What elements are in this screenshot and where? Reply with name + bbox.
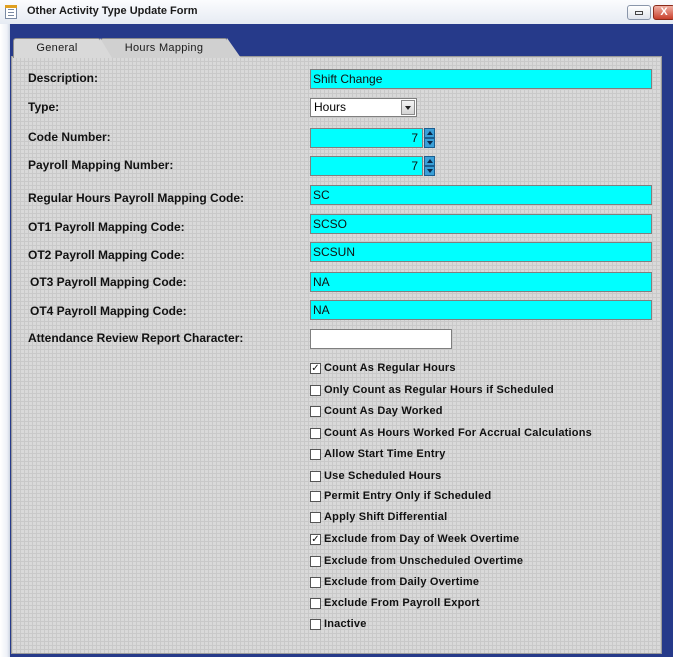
checkbox-box[interactable]: [310, 619, 321, 630]
arrow-down-icon[interactable]: [424, 138, 435, 148]
checkbox-count-as-regular-hours[interactable]: [310, 362, 610, 376]
checkbox-label: Exclude from Daily Overtime: [324, 576, 480, 588]
checkbox-label: Exclude from Unscheduled Overtime: [324, 555, 524, 567]
code-number-input[interactable]: 7: [310, 128, 423, 148]
ot4-code-label: OT4 Payroll Mapping Code:: [30, 304, 187, 318]
code-number-stepper[interactable]: [424, 128, 435, 148]
description-label: Description:: [28, 71, 99, 85]
checkbox-exclude-payroll-export[interactable]: [310, 597, 610, 611]
type-select-value: Hours: [314, 100, 347, 114]
checkbox-box[interactable]: [310, 556, 321, 567]
checkbox-box[interactable]: [310, 577, 321, 588]
checkbox-count-as-day-worked[interactable]: [310, 405, 610, 419]
tab-general[interactable]: General: [13, 38, 101, 58]
type-label: Type:: [28, 100, 60, 114]
checkbox-permit-entry-if-scheduled[interactable]: [310, 490, 610, 504]
checkbox-box[interactable]: [310, 471, 321, 482]
checkbox-label: Inactive: [324, 618, 367, 630]
arrow-up-icon[interactable]: [424, 156, 435, 166]
checkbox-box[interactable]: [310, 512, 321, 523]
checkbox-label: Exclude from Day of Week Overtime: [324, 533, 520, 545]
tab-hours-mapping[interactable]: Hours Mapping: [100, 38, 228, 58]
checkbox-inactive[interactable]: [310, 618, 610, 632]
checkbox-label: Permit Entry Only if Scheduled: [324, 490, 492, 502]
checkbox-box[interactable]: [310, 428, 321, 439]
checkbox-label: Exclude From Payroll Export: [324, 597, 480, 609]
attendance-char-input[interactable]: [310, 329, 452, 349]
checkbox-label: Apply Shift Differential: [324, 511, 448, 523]
checkbox-label: Use Scheduled Hours: [324, 470, 442, 482]
ot1-code-input[interactable]: SCSO: [310, 214, 652, 234]
ot3-code-label: OT3 Payroll Mapping Code:: [30, 275, 187, 289]
type-select[interactable]: [310, 98, 417, 117]
checkbox-box[interactable]: [310, 449, 321, 460]
checkbox-label: Count As Hours Worked For Accrual Calculations: [324, 427, 592, 439]
close-icon: X: [660, 6, 668, 18]
checkbox-exclude-day-of-week-overtime[interactable]: [310, 533, 610, 547]
checkbox-use-scheduled-hours[interactable]: [310, 470, 610, 484]
ot2-code-input[interactable]: SCSUN: [310, 242, 652, 262]
ot4-code-input[interactable]: NA: [310, 300, 652, 320]
title-bar: [0, 0, 673, 25]
minimize-button[interactable]: [627, 5, 651, 20]
regular-hours-code-input[interactable]: SC: [310, 185, 652, 205]
checkbox-count-hours-accrual[interactable]: [310, 427, 610, 441]
description-input[interactable]: Shift Change: [310, 69, 652, 89]
checkbox-label: Only Count as Regular Hours if Scheduled: [324, 384, 554, 396]
payroll-mapping-number-label: Payroll Mapping Number:: [28, 158, 174, 172]
ot2-code-label: OT2 Payroll Mapping Code:: [28, 248, 185, 262]
checkbox-box[interactable]: [310, 491, 321, 502]
ot3-code-input[interactable]: NA: [310, 272, 652, 292]
checkbox-allow-start-time-entry[interactable]: [310, 448, 610, 462]
ot1-code-label: OT1 Payroll Mapping Code:: [28, 220, 185, 234]
payroll-mapping-number-stepper[interactable]: [424, 156, 435, 176]
form-icon: [5, 5, 17, 19]
payroll-mapping-number-input[interactable]: 7: [310, 156, 423, 176]
close-button[interactable]: [653, 5, 673, 20]
window-title: Other Activity Type Update Form: [27, 5, 198, 17]
checkbox-box[interactable]: [310, 406, 321, 417]
checkbox-box[interactable]: [310, 385, 321, 396]
checkbox-box[interactable]: ✓: [311, 534, 320, 545]
checkbox-box[interactable]: [310, 598, 321, 609]
attendance-char-label: Attendance Review Report Character:: [28, 331, 244, 345]
arrow-up-icon[interactable]: [424, 128, 435, 138]
checkbox-label: Count As Day Worked: [324, 405, 443, 417]
checkbox-exclude-unscheduled-overtime[interactable]: [310, 555, 610, 569]
regular-hours-code-label: Regular Hours Payroll Mapping Code:: [28, 191, 245, 205]
minimize-icon: [635, 11, 643, 15]
checkbox-box[interactable]: ✓: [311, 363, 320, 374]
checkbox-label: Count As Regular Hours: [324, 362, 456, 374]
code-number-label: Code Number:: [28, 130, 111, 144]
checkbox-apply-shift-differential[interactable]: [310, 511, 610, 525]
chevron-down-icon[interactable]: [401, 100, 415, 115]
checkbox-label: Allow Start Time Entry: [324, 448, 446, 460]
checkbox-only-count-regular-if-scheduled[interactable]: [310, 384, 610, 398]
arrow-down-icon[interactable]: [424, 166, 435, 176]
checkbox-exclude-daily-overtime[interactable]: [310, 576, 610, 590]
left-edge: [0, 24, 10, 657]
